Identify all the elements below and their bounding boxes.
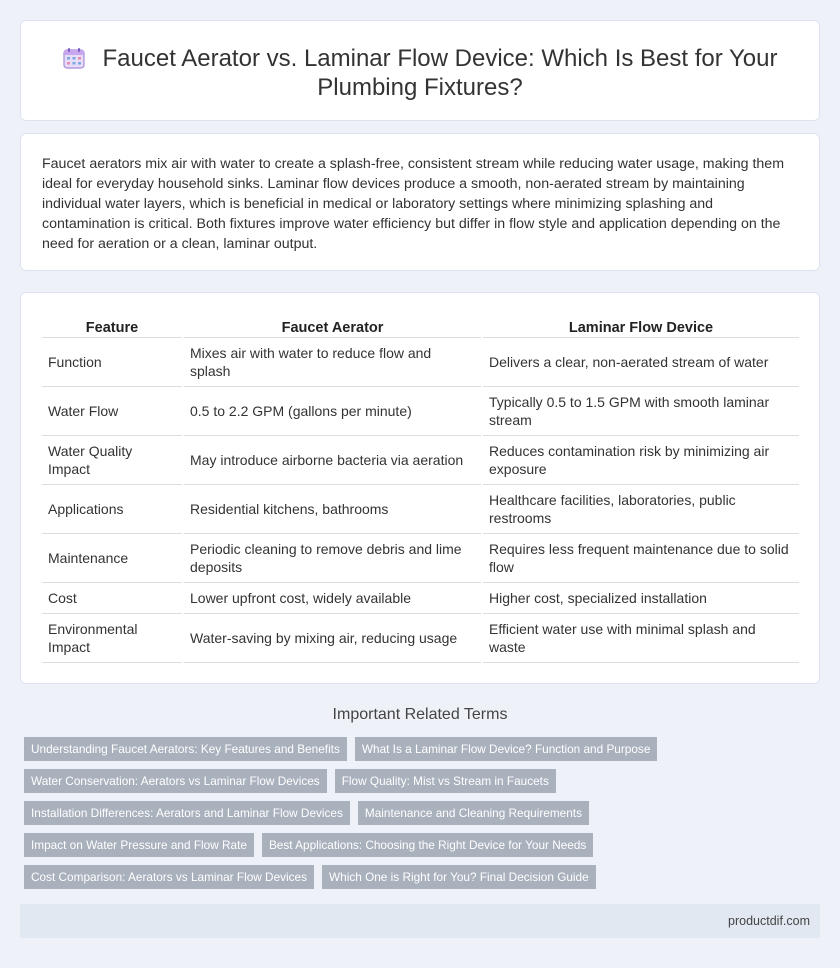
feature-cell: Cost xyxy=(42,582,183,613)
laminar-cell: Higher cost, specialized installation xyxy=(482,582,799,613)
laminar-cell: Delivers a clear, non-aerated stream of water xyxy=(482,337,799,386)
comparison-table xyxy=(42,315,799,663)
aerator-cell: Periodic cleaning to remove debris and lime deposits xyxy=(183,533,482,582)
footer xyxy=(20,904,820,938)
laminar-cell: Reduces contamination risk by minimizing air exposure xyxy=(482,435,799,484)
table-header-row xyxy=(42,315,799,337)
title-card xyxy=(20,20,820,121)
feature-cell: Function xyxy=(42,337,183,386)
page-title-text: Faucet Aerator vs. Laminar Flow Device: Which Is Best for Your Plumbing Fixtures? xyxy=(102,45,778,101)
header-faucet-aerator: Faucet Aerator xyxy=(183,315,482,337)
table-row xyxy=(42,435,799,484)
aerator-cell: Lower upfront cost, widely available xyxy=(183,582,482,613)
table-row xyxy=(42,484,799,533)
related-term-link[interactable]: Understanding Faucet Aerators: Key Features and Benefits xyxy=(24,737,347,761)
laminar-cell: Healthcare facilities, laboratories, public restrooms xyxy=(482,484,799,533)
table-row xyxy=(42,386,799,435)
related-term-link[interactable]: Impact on Water Pressure and Flow Rate xyxy=(24,833,254,857)
related-term-link[interactable]: Water Conservation: Aerators vs Laminar Flow Devices xyxy=(24,769,327,793)
calendar-grid-icon xyxy=(63,47,85,69)
feature-cell: Water Flow xyxy=(42,386,183,435)
related-terms-row xyxy=(24,801,589,825)
header-laminar-flow-device: Laminar Flow Device xyxy=(482,315,799,337)
feature-cell: Water Quality Impact xyxy=(42,435,183,484)
aerator-cell: Mixes air with water to reduce flow and splash xyxy=(183,337,482,386)
aerator-cell: May introduce airborne bacteria via aeration xyxy=(183,435,482,484)
laminar-cell: Requires less frequent maintenance due to solid flow xyxy=(482,533,799,582)
table-row xyxy=(42,337,799,386)
header-feature: Feature xyxy=(42,315,183,337)
feature-cell: Applications xyxy=(42,484,183,533)
table-row xyxy=(42,582,799,613)
related-term-link[interactable]: Maintenance and Cleaning Requirements xyxy=(358,801,589,825)
related-terms-row xyxy=(24,769,556,793)
related-term-link[interactable]: Flow Quality: Mist vs Stream in Faucets xyxy=(335,769,556,793)
aerator-cell: Residential kitchens, bathrooms xyxy=(183,484,482,533)
aerator-cell: 0.5 to 2.2 GPM (gallons per minute) xyxy=(183,386,482,435)
related-term-link[interactable]: Which One is Right for You? Final Decision Guide xyxy=(322,865,596,889)
feature-cell: Maintenance xyxy=(42,533,183,582)
related-term-link[interactable]: Cost Comparison: Aerators vs Laminar Flow Devices xyxy=(24,865,314,889)
comparison-card xyxy=(20,292,820,684)
related-term-link[interactable]: What Is a Laminar Flow Device? Function and Purpose xyxy=(355,737,658,761)
intro-paragraph: Faucet aerators mix air with water to create a splash-free, consistent stream while reducing water usage, making them ideal for everyday household sinks. Laminar flow devices produce a smooth, non-aerated stream by maintaining individual water layers, which is beneficial in medical or laboratory settings where minimizing splashing and contamination is critical. Both fixtures improve water efficiency but differ in flow style and application depending on the need for aeration or a clean, laminar output. xyxy=(42,156,785,252)
laminar-cell: Efficient water use with minimal splash and waste xyxy=(482,613,799,662)
table-row xyxy=(42,533,799,582)
laminar-cell: Typically 0.5 to 1.5 GPM with smooth laminar stream xyxy=(482,386,799,435)
related-term-link[interactable]: Best Applications: Choosing the Right Device for Your Needs xyxy=(262,833,593,857)
related-term-link[interactable]: Installation Differences: Aerators and Laminar Flow Devices xyxy=(24,801,350,825)
table-row xyxy=(42,613,799,662)
aerator-cell: Water-saving by mixing air, reducing usage xyxy=(183,613,482,662)
footer-site-link[interactable]: productdif.com xyxy=(728,914,810,928)
related-terms-heading: Important Related Terms xyxy=(332,706,508,723)
related-terms-row xyxy=(24,737,657,761)
feature-cell: Environmental Impact xyxy=(42,613,183,662)
related-terms-row xyxy=(24,833,593,857)
intro-card xyxy=(20,133,820,271)
related-terms-row xyxy=(24,865,596,889)
page-title xyxy=(21,44,819,102)
